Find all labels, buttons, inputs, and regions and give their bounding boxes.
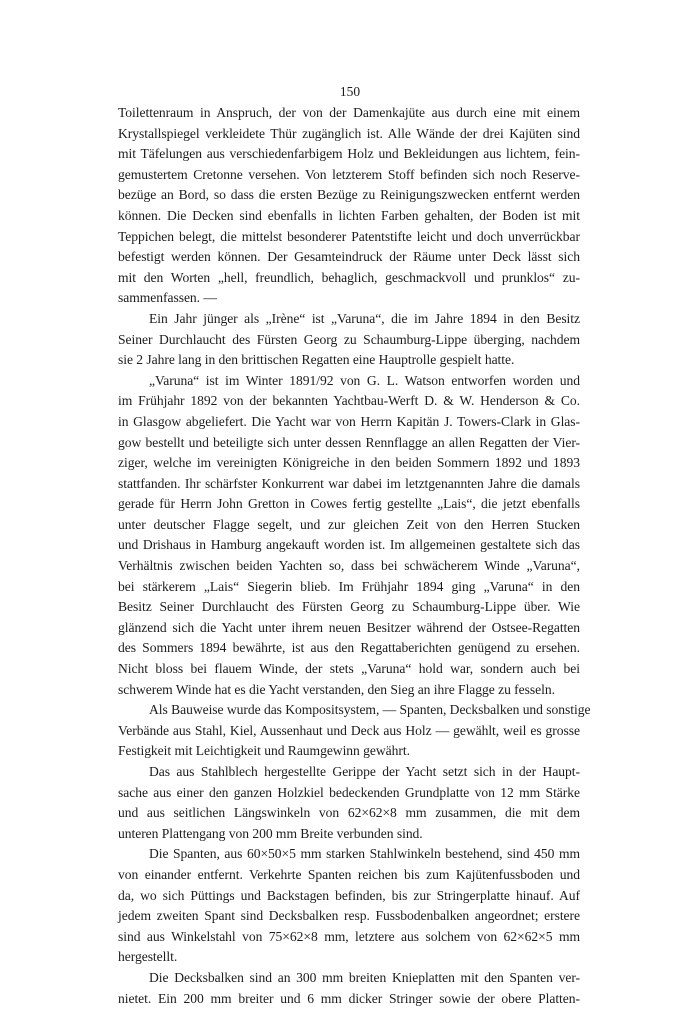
text-line: mit Täfelungen aus verschiedenfarbigem Holz und Bekleidungen aus lichtem, fein- — [118, 146, 580, 162]
text-line: sie 2 Jahre lang in den brittischen Regatten eine Hauptrolle gespielt hatte. — [118, 352, 515, 368]
text-line: von einander entfernt. Verkehrte Spanten reichen bis zum Kajütenfussboden und — [118, 866, 580, 882]
text-line: im Frühjahr 1892 von der bekannten Yachtbau-Werft D. & W. Henderson & Co. — [118, 393, 580, 409]
text-line: Toilettenraum in Anspruch, der von der Damenkajüte aus durch eine mit einem — [118, 105, 580, 120]
text-line: sache aus einer den ganzen Holzkiel bedeckenden Grundplatte von 12 mm Stärke — [118, 784, 580, 800]
text-line: Die Decksbalken sind an 300 mm breiten Knieplatten mit den Spanten ver- — [149, 969, 580, 985]
text-line: glänzend sich die Yacht unter ihrem neuen Besitzer während der Ostsee-Regatten — [118, 619, 580, 635]
text-line: da, wo sich Püttings und Backstagen befinden, bis zur Stringerplatte hinauf. Auf — [118, 887, 580, 903]
text-line: Das aus Stahlblech hergestellte Gerippe der Yacht setzt sich in der Haupt- — [149, 764, 580, 779]
text-line: mit den Worten „hell, freundlich, behaglich, geschmackvoll und prunklos“ zu- — [118, 269, 580, 285]
text-line: können. Die Decken sind ebenfalls in lichten Farben gehalten, der Boden ist mit — [118, 207, 580, 223]
text-line: bei stärkerem „Lais“ Siegerin blieb. Im Frühjahr 1894 ging „Varuna“ in den — [118, 578, 580, 594]
text-line: sammenfassen. — — [118, 290, 217, 306]
text-line: unteren Plattengang von 200 mm Breite verbunden sind. — [118, 825, 423, 841]
text-line: Besitz Seiner Durchlaucht des Fürsten Georg zu Schaumburg-Lippe über. Wie — [118, 599, 580, 615]
text-line: und Drishaus in Hamburg angekauft worden ist. Im allgemeinen gestaltete sich das — [118, 537, 580, 553]
text-line: Krystallspiegel verkleidete Thür zugänglich ist. Alle Wände der drei Kajüten sind — [118, 125, 580, 141]
text-line: Teppichen belegt, die mittelst besonderer Patentstifte leicht und doch unverrückbar — [118, 228, 580, 244]
text-line: des Sommers 1894 bewährte, ist aus den Regattaberichten genügend zu ersehen. — [118, 640, 580, 656]
text-line: und aus seitlichen Längswinkeln von 62×62×8 mm zusammen, die mit dem — [118, 805, 580, 821]
text-line: in Glasgow abgeliefert. Die Yacht war von Herrn Kapitän J. Towers-Clark in Glas- — [118, 413, 580, 429]
page-number: 150 — [339, 84, 361, 99]
text-line: hergestellt. — [118, 949, 178, 965]
text-line: nietet. Ein 200 mm breiter und 6 mm dicker Stringer sowie der obere Platten- — [118, 990, 580, 1006]
text-line: Verhältnis zwischen beiden Yachten so, dass bei schwächerem Winde „Varuna“, — [118, 558, 580, 574]
text-line: ziger, welche im vereinigten Königreiche in den beiden Sommern 1892 und 1893 — [118, 455, 580, 471]
text-line: schwerem Winde hat es die Yacht verstanden, den Sieg an ihre Flagge zu fesseln. — [118, 681, 555, 697]
text-line: bezüge an Bord, so dass die ersten Bezüge zu Reinigungszwecken entfernt werden — [118, 187, 580, 203]
text-line: „Varuna“ ist im Winter 1891/92 von G. L. Watson entworfen worden und — [149, 372, 580, 388]
text-line: unter deutscher Flagge segelt, und zur gleichen Zeit von den Herren Stucken — [118, 516, 580, 532]
text-line: Seiner Durchlaucht des Fürsten Georg zu Schaumburg-Lippe überging, nachdem — [118, 331, 580, 347]
text-line: jedem zweiten Spant sind Decksbalken resp. Fussbodenbalken angeordnet; erstere — [118, 908, 580, 924]
text-line: Verbände aus Stahl, Kiel, Aussenhaut und Deck aus Holz — gewählt, weil es grosse — [118, 722, 580, 738]
text-line: Ein Jahr jünger als „Irène“ ist „Varuna“, die im Jahre 1894 in den Besitz — [149, 310, 580, 326]
text-line: befestigt werden können. Der Gesamteindruck der Räume unter Deck lässt sich — [118, 249, 580, 265]
body-text — [118, 103, 591, 1009]
text-line: Festigkeit mit Leichtigkeit und Raumgewinn gewährt. — [118, 743, 410, 759]
text-line: stattfanden. Ihr schärfster Konkurrent war dabei im letztgenannten Jahre die damals — [118, 475, 580, 491]
text-line: gerade für Herrn John Gretton in Cowes fertig gestellte „Lais“, die jetzt ebenfalls — [118, 496, 580, 512]
text-line: sind aus Winkelstahl von 75×62×8 mm, letztere aus solchem von 62×62×5 mm — [118, 928, 580, 944]
text-line: gow bestellt und beteiligte sich unter dessen Rennflagge an allen Regatten der Vier- — [118, 434, 580, 450]
text-line: gemustertem Cretonne versehen. Von letzterem Stoff befinden sich noch Reserve- — [118, 166, 580, 182]
text-line: Die Spanten, aus 60×50×5 mm starken Stahlwinkeln bestehend, sind 450 mm — [149, 846, 580, 862]
text-line: Nicht bloss bei flauem Winde, der stets „Varuna“ hold war, sondern auch bei — [118, 661, 580, 677]
text-line: Als Bauweise wurde das Kompositsystem, — Spanten, Decksbalken und sonstige — [149, 702, 591, 718]
